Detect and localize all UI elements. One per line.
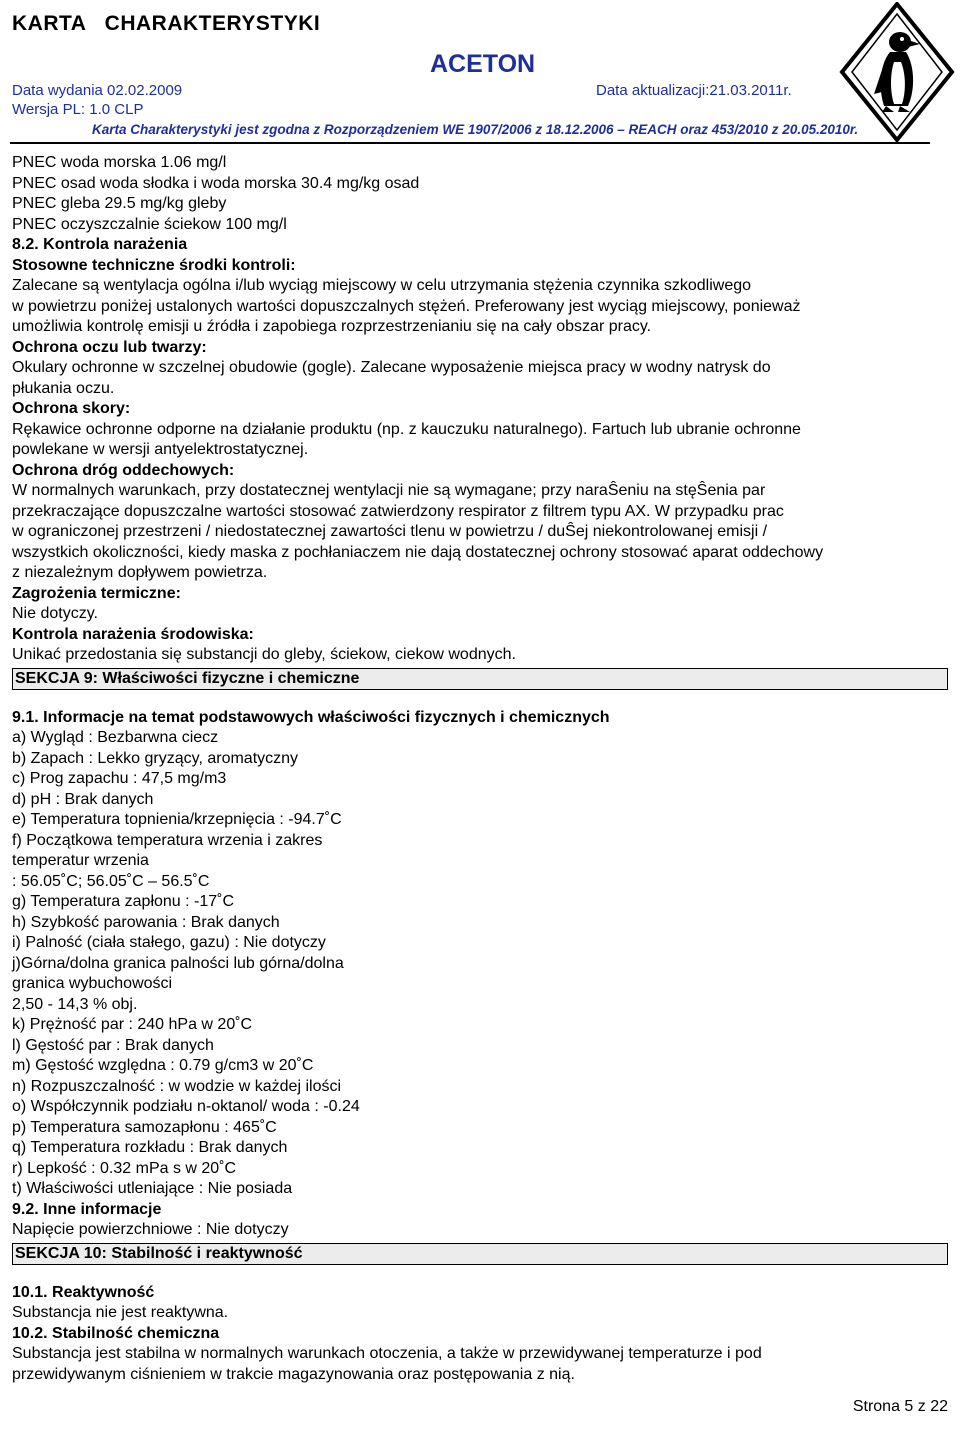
issue-date: Data wydania 02.02.2009 (12, 82, 183, 99)
environmental-exposure-heading: Kontrola narażenia środowiska: (12, 625, 254, 643)
respiratory-protection-heading: Ochrona dróg oddechowych: (12, 461, 235, 479)
property-line: q) Temperatura rozkładu : Brak danych (12, 1139, 288, 1156)
property-line: n) Rozpuszczalność : w wodzie w każdej ilości (12, 1077, 342, 1095)
doc-title: KARTA CHARAKTERYSTYKI (12, 12, 321, 35)
text-line: Substancja nie jest reaktywna. (12, 1304, 229, 1321)
text-line: w ograniczonej przestrzeni / niedostatecznej zawartości tlenu w powietrzu / duŜej niekontrolowanej emisji / (12, 523, 768, 540)
regulation-note: Karta Charakterystyki jest zgodna z Rozporządzeniem WE 1907/2006 z 18.12.2006 – REACH oraz 453/2010 z 20.05.2010r. (92, 122, 859, 137)
pnec-line: PNEC oczyszczalnie ściekow 100 mg/l (12, 215, 287, 233)
pnec-line: PNEC gleba 29.5 mg/kg gleby (12, 195, 227, 212)
text-line: Substancja jest stabilna w normalnych warunkach otoczenia, a także w przewidywanej temperaturze i pod (12, 1345, 762, 1362)
text-line: Rękawice ochronne odporne na działanie produktu (np. z kauczuku naturalnego). Fartuch lub ubranie ochronne (12, 420, 801, 438)
penguin-logo-icon (838, 2, 956, 142)
text-line: płukania oczu. (12, 379, 115, 397)
property-line: r) Lepkość : 0.32 mPa s w 20˚C (12, 1159, 237, 1177)
text-line: W normalnych warunkach, przy dostatecznej wentylacji nie są wymagane; przy naraŜeniu na stęŜenia par (12, 482, 766, 499)
document-body (12, 153, 947, 1385)
property-line: : 56.05˚C; 56.05˚C – 56.5˚C (12, 872, 210, 890)
thermal-hazards-heading: Zagrożenia termiczne: (12, 584, 181, 602)
text-line: w powietrzu poniżej ustalonych wartości dopuszczalnych stężeń. Preferowany jest wyciąg miejscowy, ponieważ (12, 297, 801, 315)
property-line: t) Właściwości utleniające : Nie posiada (12, 1180, 293, 1197)
property-line: e) Temperatura topnienia/krzepnięcia : -94.7˚C (12, 811, 342, 828)
property-line: m) Gęstość względna : 0.79 g/cm3 w 20˚C (12, 1057, 314, 1074)
text-line: z niezależnym dopływem powietrza. (12, 564, 268, 581)
property-line: o) Współczynnik podziału n-oktanol/ woda : -0.24 (12, 1098, 360, 1115)
property-line: i) Palność (ciała stałego, gazu) : Nie dotyczy (12, 934, 326, 951)
tech-controls-heading: Stosowne techniczne środki kontroli: (12, 256, 296, 274)
property-line: k) Prężność par : 240 hPa w 20˚C (12, 1016, 253, 1033)
text-line: przewidywanym ciśnieniem w trakcie magazynowania oraz postępowania z nią. (12, 1365, 575, 1383)
section-10-1-heading: 10.1. Reaktywność (12, 1283, 155, 1301)
pnec-line: PNEC osad woda słodka i woda morska 30.4 mg/kg osad (12, 174, 420, 192)
section-10-2-heading: 10.2. Stabilność chemiczna (12, 1324, 220, 1342)
property-line: d) pH : Brak danych (12, 790, 154, 808)
section-9-1-heading: 9.1. Informacje na temat podstawowych właściwości fizycznych i chemicznych (12, 708, 610, 726)
text-line: Nie dotyczy. (12, 605, 98, 622)
version: Wersja PL: 1.0 CLP (12, 101, 144, 118)
property-line: c) Prog zapachu : 47,5 mg/m3 (12, 770, 227, 787)
property-line: f) Początkowa temperatura wrzenia i zakres (12, 831, 323, 849)
text-line: Zalecane są wentylacja ogólna i/lub wyciąg miejscowy w celu utrzymania stężenia czynnika szkodliwego (12, 277, 752, 294)
section-9-2-heading: 9.2. Inne informacje (12, 1200, 162, 1218)
skin-protection-heading: Ochrona skory: (12, 400, 131, 417)
text-line: wszystkich okoliczności, kiedy maska z pochłaniaczem nie dają dostatecznej ochrony stosować aparat oddechowy (12, 543, 824, 561)
text-line: Unikać przedostania się substancji do gleby, ściekow, ciekow wodnych. (12, 646, 516, 663)
eye-protection-heading: Ochrona oczu lub twarzy: (12, 338, 207, 356)
property-line: granica wybuchowości (12, 975, 173, 992)
product-name: ACETON (430, 50, 536, 78)
property-line: b) Zapach : Lekko gryzący, aromatyczny (12, 749, 299, 767)
property-line: a) Wygląd : Bezbarwna ciecz (12, 729, 219, 746)
property-line: 2,50 - 14,3 % obj. (12, 995, 138, 1013)
property-line: g) Temperatura zapłonu : -17˚C (12, 893, 235, 910)
text-line: przekraczające dopuszczalne wartości stosować zatwierdzony respirator z filtrem typu AX. W przypadku prac (12, 502, 784, 520)
update-date: Data aktualizacji:21.03.2011r. (596, 82, 792, 99)
text-line: Okulary ochronne w szczelnej obudowie (gogle). Zalecane wyposażenie miejsca pracy w wodny natrysk do (12, 359, 771, 376)
property-line: h) Szybkość parowania : Brak danych (12, 913, 280, 931)
text-line: Napięcie powierzchniowe : Nie dotyczy (12, 1221, 289, 1238)
text-line: umożliwia kontrolę emisji u źródła i zapobiega rozprzestrzenianiu się na cały obszar pracy. (12, 318, 652, 335)
section-9-bar: SEKCJA 9: Właściwości fizyczne i chemiczne (12, 668, 948, 690)
pnec-line: PNEC woda morska 1.06 mg/l (12, 154, 227, 171)
text-line: powlekane w wersji antyelektrostatycznej. (12, 441, 309, 458)
property-line: p) Temperatura samozapłonu : 465˚C (12, 1118, 277, 1136)
page-number: Strona 5 z 22 (852, 1398, 948, 1415)
property-line: l) Gęstość par : Brak danych (12, 1036, 214, 1054)
property-line: temperatur wrzenia (12, 852, 149, 869)
section-10-bar: SEKCJA 10: Stabilność i reaktywność (12, 1243, 948, 1265)
header-rule (10, 142, 930, 144)
property-line: j)Górna/dolna granica palności lub górna/dolna (12, 954, 344, 972)
exposure-heading: 8.2. Kontrola narażenia (12, 236, 188, 253)
